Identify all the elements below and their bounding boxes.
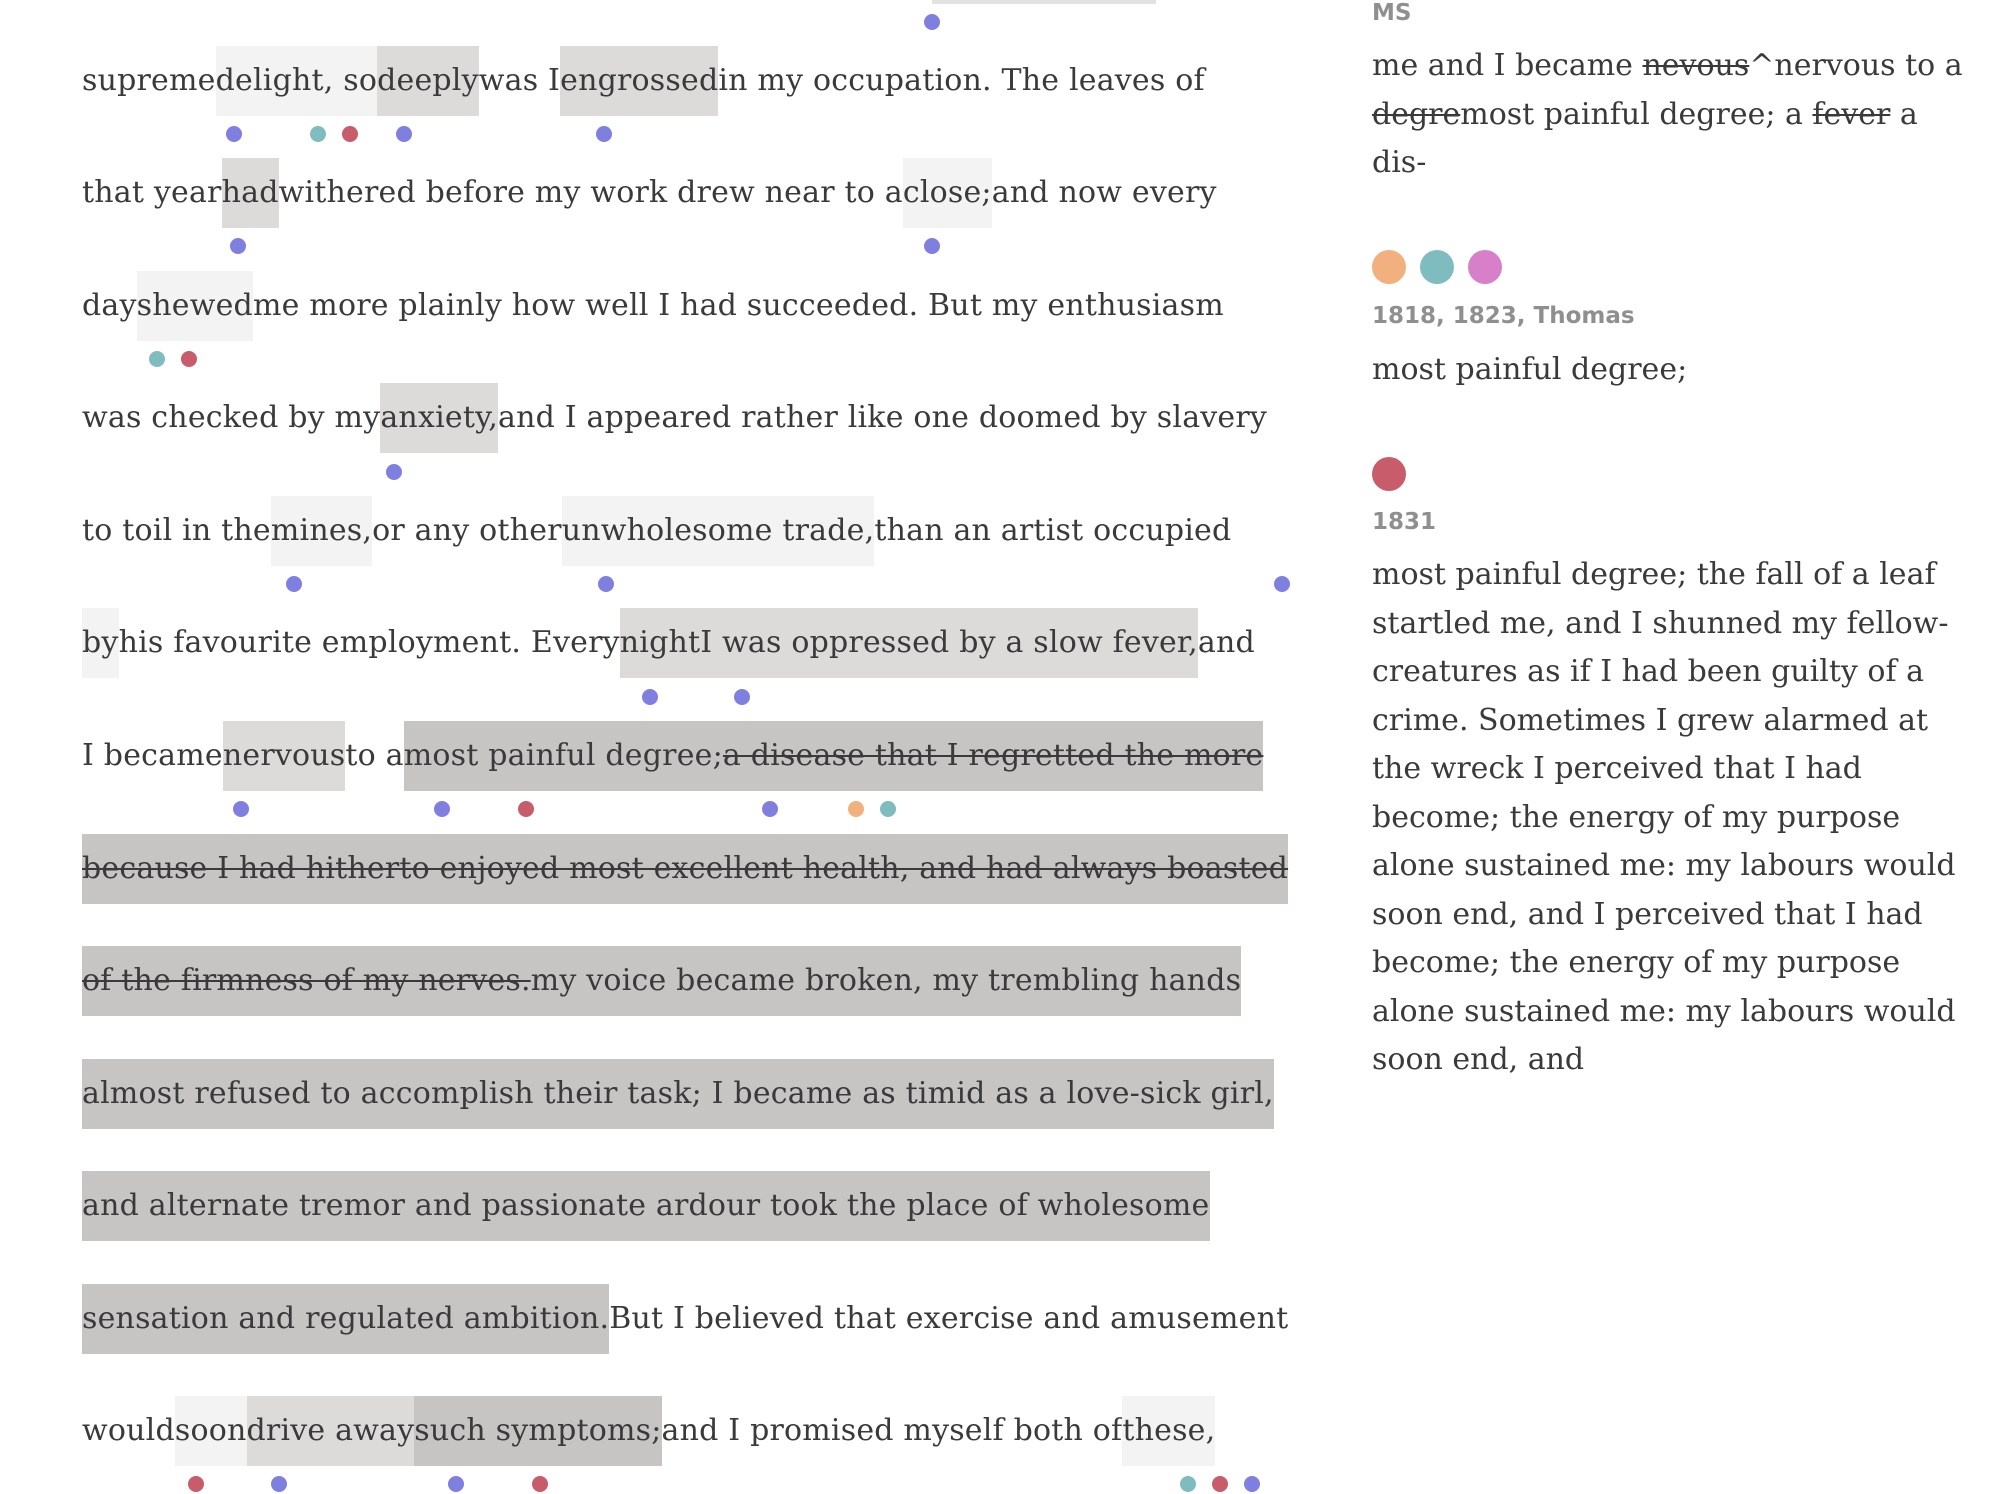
text-line <box>82 271 1224 341</box>
text-segment: I became <box>82 738 223 773</box>
variant-dot-1818[interactable] <box>149 351 165 367</box>
text-line <box>82 46 1205 116</box>
text-segment: me more plainly how well I had succeeded. But my enthusiasm <box>252 288 1224 323</box>
variant-dot-ms[interactable] <box>762 801 778 817</box>
witness-reading-1831: most painful degree; the fall of a leaf startled me, and I shunned my fellow-creatures as if I had been guilty of a crime. Sometimes I grew alarmed at the wreck I perceived that I had become; the energy of my purpose alone sustained me: my labours would soon end, and I perceived that I had become; the energy of my purpose alone sustained me: my labours would soon end, and <box>1372 557 1956 1077</box>
text-line <box>82 496 1231 566</box>
text-line <box>82 721 1263 791</box>
deleted-variant-segment[interactable]: because I had hitherto enjoyed most excellent health, and had always boasted <box>82 834 1288 904</box>
variant-dot-ms[interactable] <box>448 1476 464 1492</box>
variant-segment[interactable]: soon <box>175 1396 247 1466</box>
text-line <box>82 158 1217 228</box>
variant-segment[interactable]: such symptoms; <box>414 1396 661 1466</box>
reading-text: me and I became <box>1372 48 1643 83</box>
variant-dot-ms[interactable] <box>924 14 940 30</box>
witness-label-ms: MS <box>1372 0 1412 26</box>
variant-dot-ms[interactable] <box>1274 576 1290 592</box>
variant-segment[interactable]: shewed <box>137 271 253 341</box>
text-segment: day <box>82 288 137 323</box>
variant-dot-ms[interactable] <box>271 1476 287 1492</box>
variant-dot-ms[interactable] <box>1244 1476 1260 1492</box>
text-segment: to toil in the <box>82 513 271 548</box>
reading-text: most painful degree; a <box>1460 96 1813 132</box>
variant-dot-ms[interactable] <box>596 126 612 142</box>
variant-dot-ms[interactable] <box>233 801 249 817</box>
witness-dot-1831[interactable] <box>1372 457 1406 491</box>
text-segment: was I <box>478 63 561 98</box>
variant-dot-1823[interactable] <box>532 1476 548 1492</box>
deleted-text: degre <box>1372 96 1461 132</box>
witness-reading-group: most painful degree; <box>1372 352 1688 387</box>
variant-dot-ms[interactable] <box>230 238 246 254</box>
variant-segment[interactable]: engrossed <box>560 46 718 116</box>
variant-segment[interactable]: deeply <box>377 46 479 116</box>
text-segment: to a <box>345 738 404 773</box>
variant-segment[interactable]: night <box>620 608 701 678</box>
text-segment: and <box>1197 625 1255 660</box>
variant-segment[interactable]: my voice became broken, my trembling hands <box>531 946 1241 1016</box>
text-segment: and now every <box>991 175 1217 210</box>
variant-segment[interactable]: I was oppressed by a slow fever, <box>700 608 1198 678</box>
variant-segment[interactable]: mines, <box>271 496 372 566</box>
variant-dot-1823[interactable] <box>518 801 534 817</box>
variant-dot-ms[interactable] <box>924 238 940 254</box>
text-segment: and I appeared rather like one doomed by slavery <box>497 400 1268 435</box>
variant-segment[interactable]: these, <box>1122 1396 1215 1466</box>
text-segment: was checked by my <box>82 400 381 435</box>
text-segment: than an artist occupied <box>874 513 1232 548</box>
deleted-text: fever <box>1812 96 1891 132</box>
variant-dot-thomas[interactable] <box>848 801 864 817</box>
variant-segment[interactable]: drive away <box>247 1396 415 1466</box>
variant-segment[interactable]: nervous <box>223 721 346 791</box>
witness-dot-thomas[interactable] <box>1372 250 1406 284</box>
text-segment: and I promised myself both of <box>661 1413 1123 1448</box>
variant-dot-1823[interactable] <box>181 351 197 367</box>
variant-dot-ms[interactable] <box>226 126 242 142</box>
variant-segment[interactable]: unwholesome trade, <box>562 496 875 566</box>
variant-dot-1823[interactable] <box>1212 1476 1228 1492</box>
variant-dot-ms[interactable] <box>386 464 402 480</box>
text-segment: in my occupation. The leaves of <box>718 63 1205 98</box>
previous-line-highlight <box>932 0 1156 4</box>
variant-dot-ms[interactable] <box>396 126 412 142</box>
text-line <box>82 1284 1288 1354</box>
witness-dot-1823[interactable] <box>1468 250 1502 284</box>
variant-dot-ms[interactable] <box>286 576 302 592</box>
variant-dot-1818[interactable] <box>310 126 326 142</box>
variant-segment[interactable]: almost refused to accomplish their task; I became as timid as a love-sick girl, <box>82 1059 1274 1129</box>
variant-dot-1823[interactable] <box>188 1476 204 1492</box>
text-segment: his favourite employment. Every <box>118 625 620 660</box>
variant-segment[interactable]: by <box>82 608 119 678</box>
variant-segment[interactable]: had <box>222 158 279 228</box>
variant-segment[interactable]: and alternate tremor and passionate ardour took the place of wholesome <box>82 1171 1210 1241</box>
reading-text: dis- <box>1372 145 1427 180</box>
text-line <box>82 946 1241 1016</box>
variant-segment[interactable]: delight, so <box>216 46 377 116</box>
variant-segment[interactable]: sensation and regulated ambition. <box>82 1284 609 1354</box>
text-segment: But I believed that exercise and amusement <box>609 1301 1289 1336</box>
text-line <box>82 1059 1274 1129</box>
deleted-variant-segment[interactable]: a disease that I regretted the more <box>723 721 1263 791</box>
witness-reading-ms <box>1372 42 1972 188</box>
text-line <box>82 608 1255 678</box>
inserted-text: ^nervous to a <box>1749 48 1963 83</box>
text-line <box>82 834 1288 904</box>
text-segment: supreme <box>82 63 216 98</box>
text-segment: or any other <box>372 513 562 548</box>
text-segment: would <box>82 1413 175 1448</box>
variant-dot-ms[interactable] <box>642 689 658 705</box>
variant-dot-ms[interactable] <box>734 689 750 705</box>
deleted-text: nevous <box>1642 48 1750 83</box>
variant-segment[interactable]: most painful degree; <box>404 721 723 791</box>
variant-dot-ms[interactable] <box>598 576 614 592</box>
variant-dot-1823[interactable] <box>342 126 358 142</box>
reading-text: a <box>1890 96 1918 132</box>
variant-segment[interactable]: close; <box>903 158 992 228</box>
text-line <box>82 383 1267 453</box>
variant-dot-1818[interactable] <box>880 801 896 817</box>
witness-dot-1818[interactable] <box>1420 250 1454 284</box>
variant-dot-ms[interactable] <box>434 801 450 817</box>
text-segment: that year <box>82 175 222 210</box>
text-line <box>82 1171 1210 1241</box>
text-line <box>82 1396 1215 1466</box>
witness-label-group: 1818, 1823, Thomas <box>1372 303 1635 329</box>
text-segment: withered before my work drew near to a <box>278 175 903 210</box>
variant-segment[interactable]: anxiety, <box>380 383 498 453</box>
witness-label-1831: 1831 <box>1372 509 1437 535</box>
deleted-variant-segment[interactable]: of the firmness of my nerves. <box>82 946 531 1016</box>
variant-dot-1818[interactable] <box>1180 1476 1196 1492</box>
